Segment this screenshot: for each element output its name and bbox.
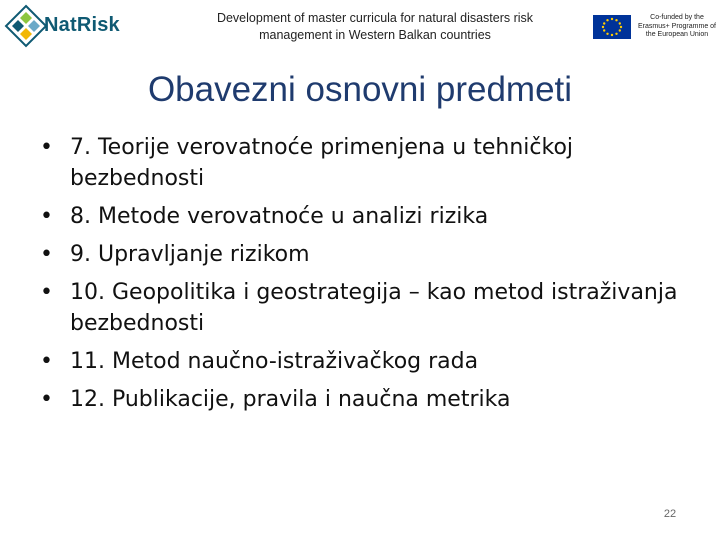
course-list bbox=[40, 132, 700, 422]
list-item bbox=[40, 201, 700, 232]
erasmus-logo bbox=[593, 14, 717, 40]
bullet-icon: • bbox=[40, 349, 53, 374]
page-number: 22 bbox=[663, 508, 677, 520]
natrisk-logo bbox=[4, 4, 120, 48]
list-item bbox=[40, 346, 700, 377]
slide-title: Obavezni osnovni predmeti bbox=[147, 70, 573, 109]
slide-header bbox=[0, 0, 720, 52]
bullet-icon: • bbox=[40, 280, 53, 305]
list-item-text: 11. Metod naučno-istraživačkog rada bbox=[70, 349, 479, 374]
list-item-text: 12. Publikacije, pravila i naučna metrika bbox=[70, 387, 511, 412]
list-item bbox=[40, 384, 700, 415]
bullet-icon: • bbox=[40, 204, 53, 229]
list-item-text: 10. Geopolitika i geostrategija – kao metod istraživanja bezbednosti bbox=[70, 280, 678, 336]
bullet-icon: • bbox=[40, 135, 53, 160]
eu-flag-icon bbox=[593, 15, 631, 39]
list-item bbox=[40, 239, 700, 270]
logo-text: NatRisk bbox=[44, 14, 120, 36]
list-item-text: 8. Metode verovatnoće u analizi rizika bbox=[70, 204, 489, 229]
bullet-icon: • bbox=[40, 387, 53, 412]
list-item-text: 9. Upravljanje rizikom bbox=[70, 242, 310, 267]
natrisk-logo-icon bbox=[4, 4, 48, 48]
list-item bbox=[40, 277, 700, 339]
project-title: Development of master curricula for natural disasters risk management in Western Balkan countries bbox=[216, 11, 534, 42]
list-item-text: 7. Teorije verovatnoće primenjena u tehničkoj bezbednosti bbox=[70, 135, 574, 191]
list-item bbox=[40, 132, 700, 194]
bullet-icon: • bbox=[40, 242, 53, 267]
eu-funding-text: Co-funded by the Erasmus+ Programme of the European Union bbox=[638, 14, 716, 38]
